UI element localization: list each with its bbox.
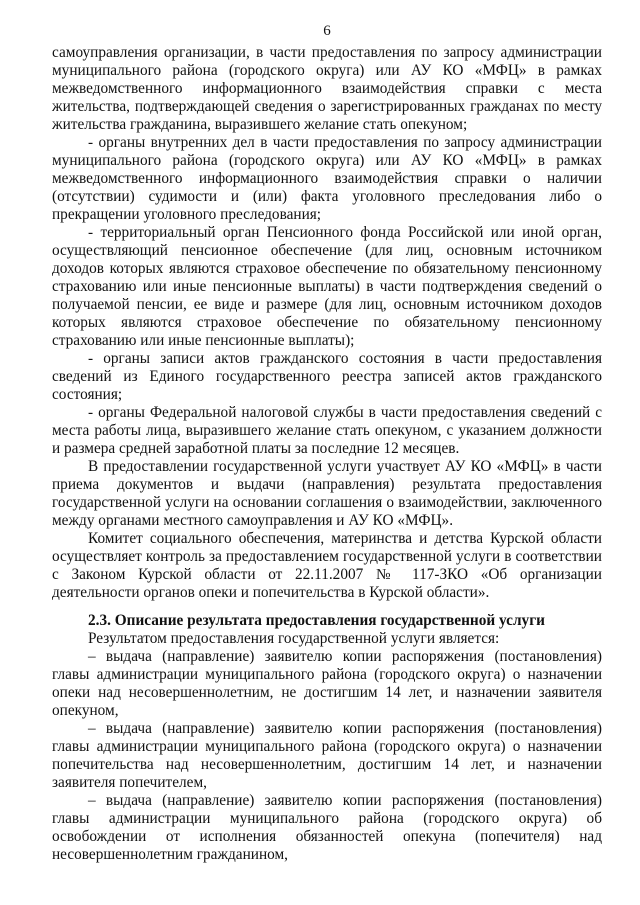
paragraph-pension-fund: - территориальный орган Пенсионного фонда Российской или иной орган, осуществляющий пенсионное обеспечение (для лиц, основным источником доходов которых являются страховое обеспечение по обязательному пенсионному страхованию или иные пенсионные выплаты) в части подтверждения сведений о получаемой пенсии, ее виде и размере (для лиц, основным источником доходов которых являются страховое обеспечение по обязательному пенсионному страхованию или иные пенсионные выплаты); <box>52 224 602 349</box>
paragraph-mfc-participation: В предоставлении государственной услуги участвует АУ КО «МФЦ» в части приема документов и выдачи (направления) результата предоставления государственной услуги на основании соглашения о взаимодействии, заключенного между органами местного самоуправления и АУ КО «МФЦ». <box>52 458 602 529</box>
result-item-trusteeship: – выдача (направление) заявителю копии распоряжения (постановления) главы администрации муниципального района (городского округа) о назначении попечительства над несовершеннолетним, достигшим 14 лет, и назначении заявителя попечителем, <box>52 720 602 791</box>
section-heading: 2.3. Описание результата предоставления государственной услуги <box>88 612 545 629</box>
paragraph-internal-affairs: - органы внутренних дел в части предоставления по запросу администрации муниципального района (городского округа) или АУ КО «МФЦ» в рамках межведомственного информационного взаимодействия справки о наличии (отсутствии) судимости и (или) факта уголовного преследования либо о прекращении уголовного преследования; <box>52 134 602 223</box>
page-number: 6 <box>323 23 331 39</box>
paragraph-committee-control: Комитет социального обеспечения, материнства и детства Курской области осуществляет контроль за предоставлением государственной услуги в соответствии с Законом Курской области от 22.11.2007 № 117-ЗКО «Об организации деятельности органов опеки и попечительства в Курской области». <box>52 530 602 601</box>
paragraph-tax-service: - органы Федеральной налоговой службы в части предоставления сведений с места работы лица, выразившего желание стать опекуном, с указанием должности и размера средней заработной платы за последние 12 месяцев. <box>52 404 602 457</box>
paragraph-registration-certificate: самоуправления организации, в части предоставления по запросу администрации муниципального района (городского округа) или АУ КО «МФЦ» в рамках межведомственного информационного взаимодействия справки с места жительства, подтверждающей сведения о зарегистрированных гражданах по месту жительства гражданина, выразившего желание стать опекуном; <box>52 44 602 133</box>
result-item-guardianship: – выдача (направление) заявителю копии распоряжения (постановления) главы администрации муниципального района (городского округа) о назначении опеки над несовершеннолетним, не достигшим 14 лет, и назначении заявителя опекуном, <box>52 648 602 719</box>
section-intro: Результатом предоставления государственной услуги является: <box>88 630 500 647</box>
result-item-release: – выдача (направление) заявителю копии распоряжения (постановления) главы администрации муниципального района (городского округа) об освобождении от исполнения обязанностей опекуна (попечителя) над несовершеннолетним гражданином, <box>52 792 602 863</box>
paragraph-civil-registry: - органы записи актов гражданского состояния в части предоставления сведений из Единого государственного реестра записей актов гражданского состояния; <box>52 350 602 403</box>
